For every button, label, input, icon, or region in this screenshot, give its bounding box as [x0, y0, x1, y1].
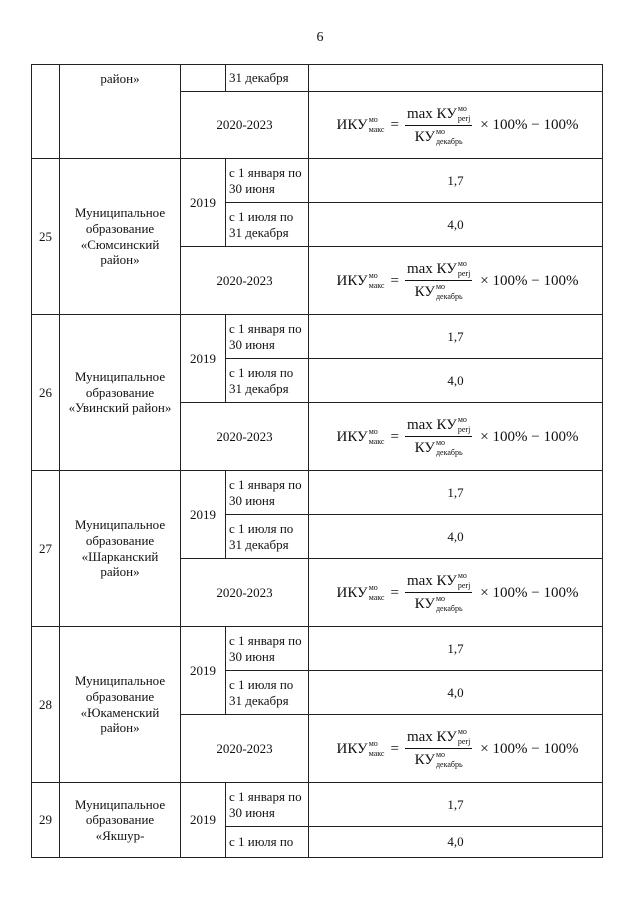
period-cell: с 1 июля по [226, 827, 309, 858]
formula-fraction: max КУ мо perj КУ мо декабрь [406, 571, 471, 613]
table-row [32, 471, 603, 515]
increase-coefficient-formula [312, 105, 599, 146]
value-cell: 1,7 [309, 315, 603, 359]
period-cell: с 1 января по 30 июня [226, 315, 309, 359]
formula-tail: × 100% − 100% [480, 272, 579, 289]
year-range-cell: 2020-2023 [181, 559, 309, 627]
year-cell: 2019 [181, 627, 226, 715]
formula-fraction: max КУ мо perj КУ мо декабрь [406, 727, 471, 769]
formula-lhs-sup: мо [368, 738, 378, 748]
formula-tail: × 100% − 100% [480, 117, 579, 133]
formula-cell [309, 92, 603, 159]
formula-equals: = [390, 584, 399, 601]
row-number-cell: 28 [32, 627, 60, 783]
row-number-cell: 25 [32, 159, 60, 315]
formula-fraction: max КУ мо perj КУ мо декабрь [406, 415, 471, 457]
formula-denominator: КУ [414, 440, 435, 456]
formula-lhs-sub: макс [368, 125, 385, 134]
formula-tail: × 100% − 100% [480, 584, 579, 601]
formula-numerator: max КУ [406, 729, 457, 745]
formula-lhs-base: ИКУ [336, 428, 368, 445]
period-cell: 31 декабря [226, 65, 309, 92]
formula-equals: = [390, 740, 399, 757]
formula-tail: × 100% − 100% [480, 428, 579, 445]
table-row [32, 783, 603, 827]
year-cell: 2019 [181, 159, 226, 247]
year-range-cell: 2020-2023 [181, 92, 309, 159]
row-number-cell: 26 [32, 315, 60, 471]
value-cell: 1,7 [309, 783, 603, 827]
formula-lhs-sub: макс [368, 436, 385, 446]
formula-lhs-sup: мо [368, 270, 378, 280]
year-range-cell: 2020-2023 [181, 403, 309, 471]
formula-lhs-sub: макс [368, 280, 385, 290]
formula-denominator: КУ [414, 128, 435, 145]
formula-tail: × 100% − 100% [480, 740, 579, 757]
formula-equals: = [390, 428, 399, 445]
table-row [32, 627, 603, 671]
year-range-cell: 2020-2023 [181, 715, 309, 783]
municipality-name: Муниципальное образование «Сюмсинский район» [60, 159, 181, 315]
formula-equals: = [390, 117, 399, 133]
municipality-name: Муниципальное образование «Якшур- [60, 783, 181, 858]
formula-lhs-sub: макс [368, 592, 385, 602]
formula-denominator: КУ [414, 596, 435, 612]
municipality-name: район» [60, 65, 181, 159]
year-cell: 2019 [181, 471, 226, 559]
formula-equals: = [390, 272, 399, 289]
formula-lhs-base: ИКУ [336, 584, 368, 601]
formula-lhs-base: ИКУ [336, 272, 368, 289]
increase-coefficient-formula [312, 416, 599, 457]
value-cell: 4,0 [309, 671, 603, 715]
value-cell: 1,7 [309, 471, 603, 515]
row-number-cell [32, 65, 60, 159]
formula-lhs-sup: мо [368, 426, 378, 436]
formula-denominator: КУ [414, 284, 435, 300]
municipality-name: Муниципальное образование «Шарканский район» [60, 471, 181, 627]
period-cell: с 1 июля по 31 декабря [226, 515, 309, 559]
coefficient-table [31, 64, 603, 858]
formula-lhs-sup: мо [368, 582, 378, 592]
row-number-cell: 27 [32, 471, 60, 627]
year-cell: 2019 [181, 315, 226, 403]
formula-numerator: max КУ [406, 573, 457, 589]
value-cell: 1,7 [309, 627, 603, 671]
formula-numerator: max КУ [406, 417, 457, 433]
formula-denominator: КУ [414, 752, 435, 768]
formula-numerator: max КУ [406, 261, 457, 277]
increase-coefficient-formula [312, 260, 599, 301]
formula-cell [309, 715, 603, 783]
formula-cell [309, 247, 603, 315]
period-cell: с 1 января по 30 июня [226, 627, 309, 671]
formula-lhs-sub: макс [368, 748, 385, 758]
page-number: 6 [316, 30, 324, 45]
increase-coefficient-formula [312, 572, 599, 613]
period-cell: с 1 июля по 31 декабря [226, 671, 309, 715]
formula-fraction: max КУ мо perj КУ мо декабрь [406, 103, 471, 146]
value-cell: 4,0 [309, 515, 603, 559]
formula-cell [309, 403, 603, 471]
formula-lhs-sup: мо [368, 115, 378, 124]
formula-fraction: max КУ мо perj КУ мо декабрь [406, 259, 471, 301]
period-cell: с 1 июля по 31 декабря [226, 203, 309, 247]
formula-lhs-base: ИКУ [336, 740, 368, 757]
period-cell: с 1 июля по 31 декабря [226, 359, 309, 403]
municipality-name: Муниципальное образование «Увинский район» [60, 315, 181, 471]
municipality-name: Муниципальное образование «Юкаменский район» [60, 627, 181, 783]
value-cell: 4,0 [309, 203, 603, 247]
year-range-cell: 2020-2023 [181, 247, 309, 315]
year-cell: 2019 [181, 783, 226, 858]
increase-coefficient-formula [312, 728, 599, 769]
year-cell [181, 65, 226, 92]
table-row [32, 315, 603, 359]
value-cell: 4,0 [309, 827, 603, 858]
period-cell: с 1 января по 30 июня [226, 471, 309, 515]
formula-cell [309, 559, 603, 627]
period-cell: с 1 января по 30 июня [226, 783, 309, 827]
value-cell: 1,7 [309, 159, 603, 203]
row-number-cell: 29 [32, 783, 60, 858]
carry-over-row-1 [32, 65, 603, 92]
period-cell: с 1 января по 30 июня [226, 159, 309, 203]
formula-lhs-base: ИКУ [336, 117, 368, 133]
table-row [32, 159, 603, 203]
value-cell: 4,0 [309, 359, 603, 403]
formula-numerator: max КУ [406, 105, 457, 122]
value-cell [309, 65, 603, 92]
